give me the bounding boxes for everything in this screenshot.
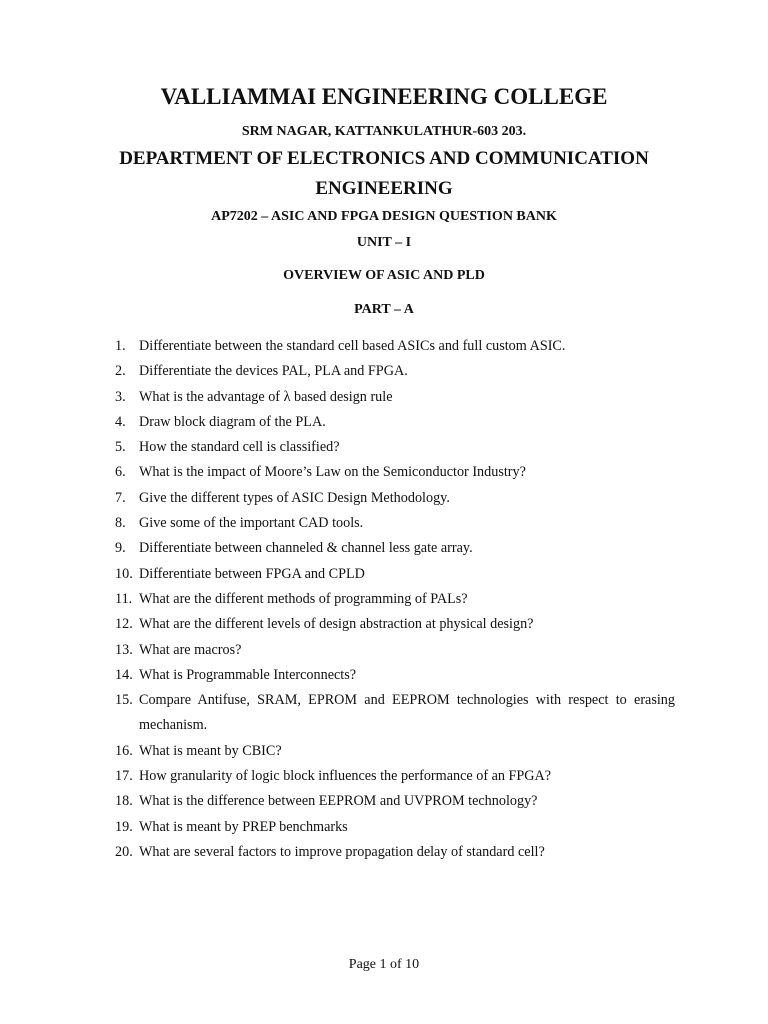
question-text: What is Programmable Interconnects? <box>139 666 357 683</box>
question-number: 4. <box>115 413 126 430</box>
question-item <box>115 739 675 764</box>
part-heading: PART – A <box>354 302 414 317</box>
question-item <box>115 612 675 637</box>
question-text: Differentiate between the standard cell based ASICs and full custom ASIC. <box>139 338 566 354</box>
question-number: 12. <box>115 616 133 633</box>
question-number: 8. <box>115 515 126 532</box>
college-name: VALLIAMMAI ENGINEERING COLLEGE <box>160 84 608 109</box>
college-address: SRM NAGAR, KATTANKULATHUR-603 203. <box>241 124 527 139</box>
question-number: 11. <box>115 590 133 607</box>
question-item <box>115 663 675 688</box>
question-number: 7. <box>115 489 126 506</box>
question-item <box>115 688 675 739</box>
question-number: 15. <box>115 692 133 709</box>
question-text: How the standard cell is classified? <box>139 439 340 456</box>
unit-title: OVERVIEW OF ASIC AND PLD <box>283 268 485 283</box>
question-text: What is the difference between EEPROM and UVPROM technology? <box>139 793 538 810</box>
question-text: What is the advantage of λ based design rule <box>139 388 393 405</box>
question-text: Differentiate between FPGA and CPLD <box>139 565 365 582</box>
question-number: 1. <box>115 338 126 354</box>
question-item <box>115 385 675 410</box>
question-item <box>115 562 675 587</box>
question-text: Compare Antifuse, SRAM, EPROM and EEPROM technologies with respect to erasing mechanism. <box>139 692 675 734</box>
unit-heading: UNIT – I <box>356 235 412 250</box>
question-number: 2. <box>115 363 126 380</box>
question-list <box>115 334 675 865</box>
question-number: 14. <box>115 666 133 683</box>
course-title: AP7202 – ASIC AND FPGA DESIGN QUESTION BANK <box>211 209 557 224</box>
question-item <box>115 840 675 865</box>
question-item <box>115 486 675 511</box>
question-number: 18. <box>115 793 133 810</box>
question-text: What is the impact of Moore’s Law on the Semiconductor Industry? <box>139 464 526 481</box>
question-number: 16. <box>115 742 133 759</box>
question-text: Differentiate between channeled & channel less gate array. <box>139 540 473 557</box>
question-text: What are several factors to improve propagation delay of standard cell? <box>139 843 545 860</box>
question-text: What are macros? <box>139 641 242 658</box>
question-text: What are the different methods of programming of PALs? <box>139 590 468 607</box>
question-item <box>115 638 675 663</box>
question-item <box>115 435 675 460</box>
question-item <box>115 536 675 561</box>
question-item <box>115 587 675 612</box>
question-item <box>115 410 675 435</box>
question-item <box>115 764 675 789</box>
question-number: 6. <box>115 464 126 481</box>
question-text: What is meant by CBIC? <box>139 742 282 759</box>
question-text: Differentiate the devices PAL, PLA and FPGA. <box>139 363 408 380</box>
question-number: 13. <box>115 641 133 658</box>
question-item <box>115 334 675 359</box>
question-text: Draw block diagram of the PLA. <box>139 413 326 430</box>
department-title-line-2: ENGINEERING <box>315 178 453 199</box>
question-number: 5. <box>115 439 126 456</box>
question-number: 10. <box>115 565 133 582</box>
question-text: Give some of the important CAD tools. <box>139 515 364 532</box>
question-number: 17. <box>115 768 133 785</box>
page-number: Page 1 of 10 <box>348 957 420 972</box>
question-item <box>115 460 675 485</box>
question-item <box>115 359 675 384</box>
question-number: 9. <box>115 540 126 557</box>
question-number: 20. <box>115 843 133 860</box>
question-text: What are the different levels of design abstraction at physical design? <box>139 616 534 633</box>
department-title-line-1: DEPARTMENT OF ELECTRONICS AND COMMUNICATION <box>119 148 649 169</box>
question-item <box>115 789 675 814</box>
question-text: Give the different types of ASIC Design Methodology. <box>139 489 450 506</box>
question-text: What is meant by PREP benchmarks <box>139 818 348 835</box>
question-number: 19. <box>115 818 133 835</box>
question-item <box>115 815 675 840</box>
question-text: How granularity of logic block influences the performance of an FPGA? <box>139 768 552 785</box>
question-item <box>115 511 675 536</box>
question-number: 3. <box>115 388 126 405</box>
